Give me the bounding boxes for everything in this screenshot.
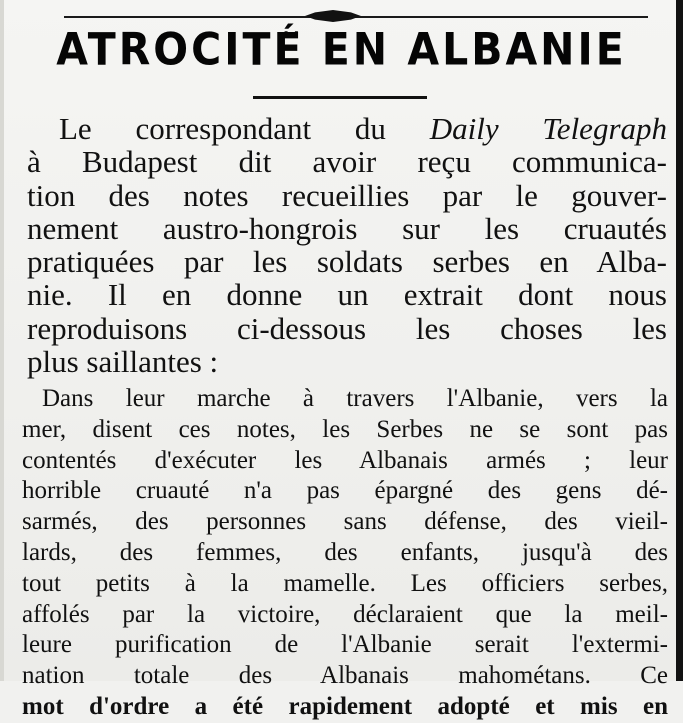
- rule-ornament-icon: [305, 10, 361, 22]
- article-body: [22, 384, 668, 723]
- newspaper-name: Daily Telegraph: [429, 111, 668, 146]
- body-line-7: tout petits à la mamelle. Les officiers serbes,: [22, 569, 668, 597]
- scan-left-edge: [0, 0, 4, 681]
- lead-line-4: nement austro-hongrois sur les cruautés: [27, 210, 667, 246]
- body-line-2: mer, disent ces notes, les Serbes ne se sont pas: [22, 415, 668, 443]
- body-line-4: horrible cruauté n'a pas épargné des gens dé-: [22, 477, 668, 505]
- body-line-11: mot d'ordre a été rapidement adopté et mis en: [22, 692, 668, 720]
- title-underline: [253, 96, 427, 99]
- body-line-9: leure purification de l'Albanie serait l'extermi-: [22, 631, 668, 659]
- article-title: ATROCITÉ̆ EN ALBANIE: [56, 23, 627, 76]
- body-line-1: Dans leur marche à travers l'Albanie, vers la: [42, 385, 668, 412]
- article-lead: [27, 112, 667, 378]
- lead-line-3: tion des notes recueillies par le gouver-: [27, 177, 667, 213]
- body-line-5: sarmés, des personnes sans défense, des vieil-: [22, 508, 668, 536]
- lead-line-5: pratiquées par les soldats serbes en Alba-: [27, 244, 667, 280]
- lead-line-6: nie. Il en donne un extrait dont nous: [27, 277, 667, 313]
- body-line-10: nation totale des Albanais mahométans. Ce: [22, 662, 668, 690]
- body-line-3: contentés d'exécuter les Albanais armés ; leur: [22, 446, 668, 474]
- lead-line-2: à Budapest dit avoir reçu communica-: [27, 144, 667, 180]
- lead-line-1: [27, 112, 667, 145]
- lead-line-8: plus saillantes :: [27, 344, 219, 380]
- body-line-8: affolés par la victoire, déclaraient que la meil-: [22, 600, 668, 628]
- lead-line-1-text: Le correspondant du: [59, 111, 386, 146]
- lead-line-7: reproduisons ci-dessous les choses les: [27, 310, 667, 346]
- body-line-6: lards, des femmes, des enfants, jusqu'à des: [22, 538, 668, 566]
- scan-right-edge: [676, 0, 683, 681]
